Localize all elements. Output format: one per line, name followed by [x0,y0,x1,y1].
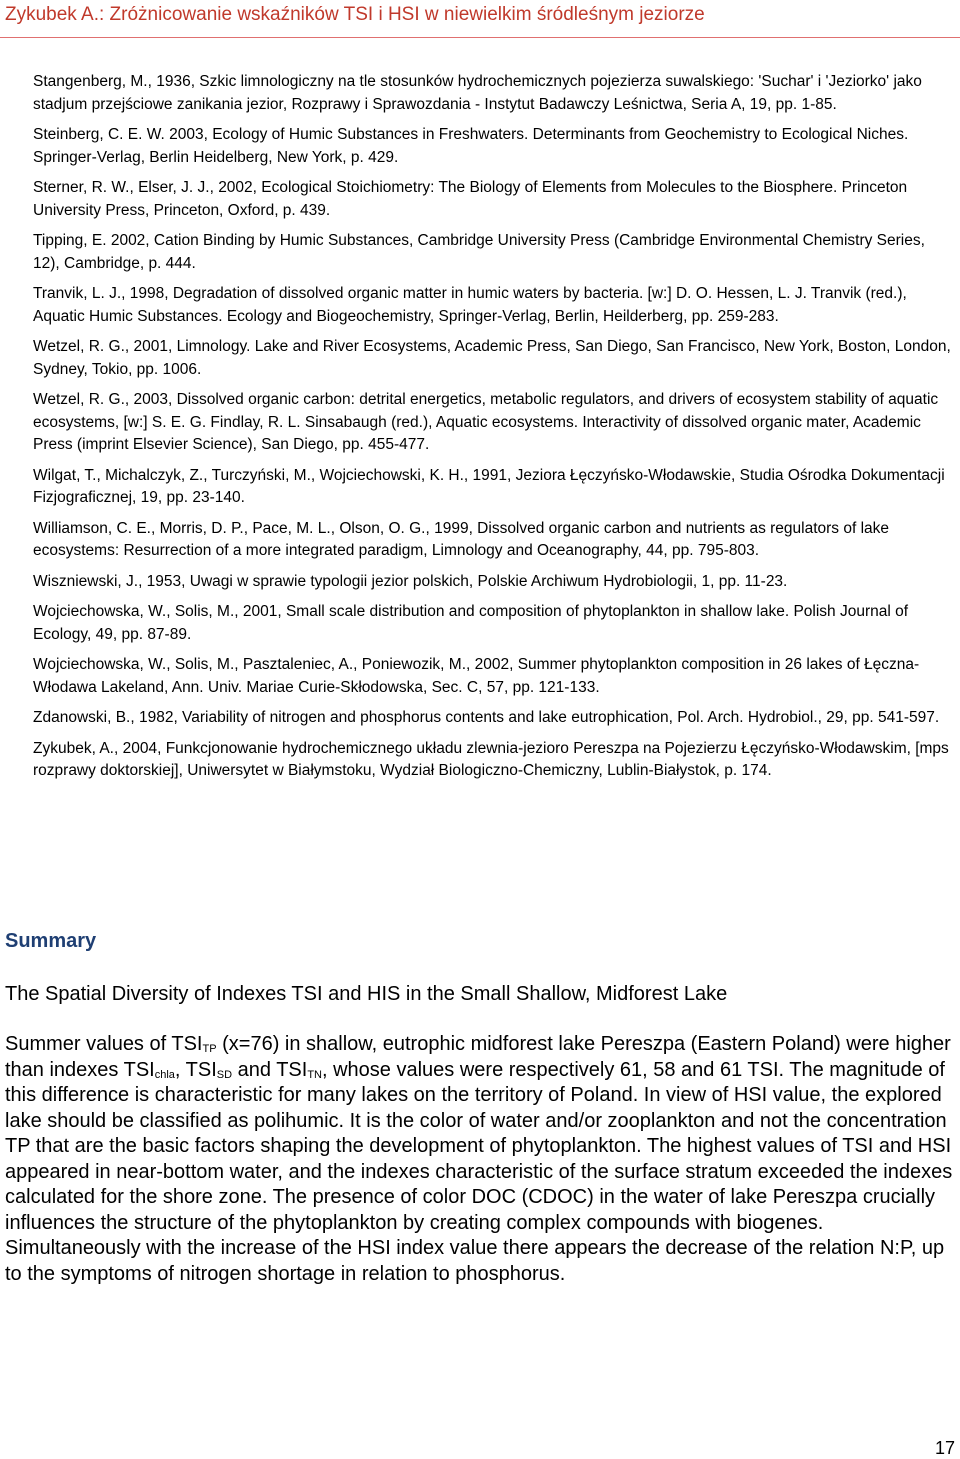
running-header [0,0,960,40]
reference-item: Wiszniewski, J., 1953, Uwagi w sprawie typologii jezior polskich, Polskie Archiwum Hydrobiologii, 1, pp. 11-23. [33,572,788,590]
reference-item: Wetzel, R. G., 2001, Limnology. Lake and River Ecosystems, Academic Press, San Diego, San Francisco, New York, Boston, London, Sydney, Tokio, pp. 1006. [33,338,951,378]
reference-item: Williamson, C. E., Morris, D. P., Pace, M. L., Olson, O. G., 1999, Dissolved organic carbon and nutrients as regulators of lake ecosystems: Resurrection of a more integrated paradigm, Limnology and Oceanography, 44, pp. 795-803. [33,519,890,559]
summary-text: , whose values were respectively 61, 58 and 61 TSI. The magnitude of this difference is characteristic for many lakes on the territory of Poland. In view of HSI value, the explored lake should be classified as polihumic. It is the color of water and/or zooplankton and not the concentration TP that are the basic factors shaping the development of phytoplankton. The highest values of TSI and HSI appeared in near-bottom water, and the indexes characteristic of the surface stratum exceeded the indexes calculated for the shore zone. The presence of color DOC (CDOC) in the water of lake Pereszpa crucially influences the structure of the phytoplankton by creating complex compounds with biogenes. Simultaneously with the increase of the HSI index value there appears the decrease of the relation N:P, up to the symptoms of nitrogen shortage in relation to phosphorus. [5,1058,953,1285]
reference-item: Zdanowski, B., 1982, Variability of nitrogen and phosphorus contents and lake eutrophication, Pol. Arch. Hydrobiol., 29, pp. 541-597. [33,709,940,726]
reference-item: Wetzel, R. G., 2003, Dissolved organic carbon: detrital energetics, metabolic regulators, and drivers of ecosystem stability of aquatic ecosystems, [w:] S. E. G. Findlay, R. L. Sinsabaugh (red.), Aquatic ecosystems. Interactivity of dissolved organic mater, Academic Press (imprint Elsevier Science), San Diego, pp. 455-477. [33,391,939,453]
reference-list [33,71,951,791]
page-number: 17 [934,1438,955,1458]
reference-item: Stangenberg, M., 1936, Szkic limnologiczny na tle stosunków hydrochemicznych pojezierza suwalskiego: 'Suchar' i 'Jeziorko' jako stadjum przejściowe zanikania jezior, Rozprawy i Sprawozdania - Instytut Badawczy Leśnictwa, Seria A, 19, pp. 1-85. [33,73,922,113]
subscript-tp: TP [202,1043,217,1055]
running-header-title: Zykubek A.: Zróżnicowanie wskaźników TSI i HSI w niewielkim śródleśnym jeziorze [5,4,705,25]
summary-subtitle: The Spatial Diversity of Indexes TSI and HIS in the Small Shallow, Midforest Lake [5,983,728,1005]
reference-item: Zykubek, A., 2004, Funkcjonowanie hydrochemicznego układu zlewnia-jezioro Pereszpa na Pojezierzu Łęczyńsko-Włodawskim, [mps rozprawy doktorskiej], Uniwersytet w Białymstoku, Wydział Biologiczno-Chemiczny, Lublin-Białystok, p. 174. [33,739,949,779]
summary-body [5,1032,953,1287]
reference-item: Wojciechowska, W., Solis, M., 2001, Small scale distribution and composition of phytoplankton in shallow lake. Polish Journal of Ecology, 49, pp. 87-89. [33,603,909,643]
summary-text: and TSI [232,1058,308,1081]
summary-text: , TSI [174,1058,217,1081]
reference-item: Wojciechowska, W., Solis, M., Pasztaleniec, A., Poniewozik, M., 2002, Summer phytoplankton composition in 26 lakes of Łęczna-Włodawa Lakeland, Ann. Univ. Mariae Curie-Skłodowska, Sec. C, 57, pp. 121-133. [33,656,920,696]
summary-heading: Summary [5,930,97,952]
subscript-sd: SD [216,1068,233,1081]
reference-item: Wilgat, T., Michalczyk, Z., Turczyński, M., Wojciechowski, K. H., 1991, Jeziora Łęczyńsko-Włodawskie, Studia Ośrodka Dokumentacji Fizjograficznej, 19, pp. 23-140. [33,466,945,506]
subscript-chla: chla [154,1068,175,1081]
reference-item: Tipping, E. 2002, Cation Binding by Humic Substances, Cambridge University Press (Cambridge Environmental Chemistry Series, 12), Cambridge, p. 444. [33,232,925,272]
subscript-tn: TN [307,1068,322,1081]
summary-text: Summer values of TSI [5,1033,203,1055]
reference-item: Tranvik, L. J., 1998, Degradation of dissolved organic matter in humic waters by bacteria. [w:] D. O. Hessen, L. J. Tranvik (red.), Aquatic Humic Substances. Ecology and Biogeochemistry, Springer-Verlag, Berlin, Heilderberg, pp. 259-283. [33,285,907,325]
summary-text: (x=76) in shallow, eutrophic midforest lake Pereszpa (Eastern Poland) were higher than indexes TSI [5,1033,951,1081]
header-divider [0,37,960,38]
reference-item: Steinberg, C. E. W. 2003, Ecology of Humic Substances in Freshwaters. Determinants from Geochemistry to Ecological Niches. Springer-Verlag, Berlin Heidelberg, New York, p. 429. [33,126,909,166]
reference-item: Sterner, R. W., Elser, J. J., 2002, Ecological Stoichiometry: The Biology of Elements from Molecules to the Biosphere. Princeton University Press, Princeton, Oxford, p. 439. [33,179,908,219]
